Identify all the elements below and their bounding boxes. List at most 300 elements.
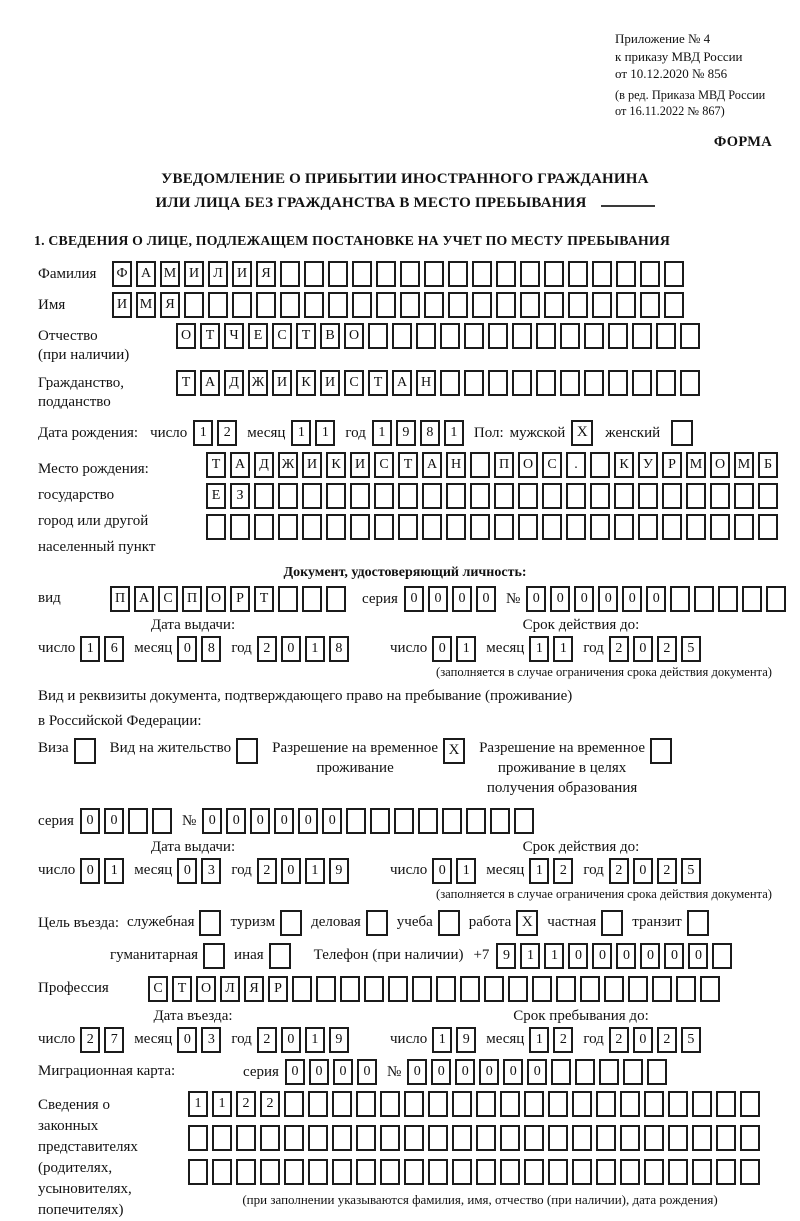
char-cell[interactable]: В — [320, 323, 340, 349]
char-cell[interactable] — [472, 292, 492, 318]
char-cell[interactable]: К — [326, 452, 346, 478]
char-cell[interactable] — [758, 514, 778, 540]
char-cell[interactable]: 2 — [80, 1027, 100, 1053]
char-cell[interactable] — [470, 514, 490, 540]
char-cell[interactable]: 2 — [217, 420, 237, 446]
char-cell[interactable] — [328, 261, 348, 287]
char-cell[interactable] — [476, 1125, 496, 1151]
char-cell[interactable] — [614, 514, 634, 540]
gumanitarnaya-checkbox[interactable] — [203, 943, 225, 969]
char-cell[interactable] — [686, 514, 706, 540]
char-cell[interactable] — [580, 976, 600, 1002]
char-cell[interactable] — [620, 1125, 640, 1151]
char-cell[interactable]: А — [392, 370, 412, 396]
char-cell[interactable] — [424, 292, 444, 318]
char-cell[interactable] — [500, 1091, 520, 1117]
char-cell[interactable] — [599, 1059, 619, 1085]
char-cell[interactable] — [680, 370, 700, 396]
char-cell[interactable] — [302, 586, 322, 612]
char-cell[interactable] — [548, 1091, 568, 1117]
char-cell[interactable] — [508, 976, 528, 1002]
char-cell[interactable]: М — [686, 452, 706, 478]
char-cell[interactable] — [500, 1125, 520, 1151]
char-cell[interactable]: 9 — [456, 1027, 476, 1053]
char-cell[interactable] — [652, 976, 672, 1002]
char-cell[interactable] — [590, 483, 610, 509]
char-cell[interactable] — [518, 514, 538, 540]
char-cell[interactable]: 0 — [202, 808, 222, 834]
char-cell[interactable] — [326, 586, 346, 612]
char-cell[interactable]: 1 — [188, 1091, 208, 1117]
char-cell[interactable] — [596, 1125, 616, 1151]
char-cell[interactable]: 0 — [622, 586, 642, 612]
char-cell[interactable] — [572, 1125, 592, 1151]
char-cell[interactable] — [446, 514, 466, 540]
char-cell[interactable]: 0 — [479, 1059, 499, 1085]
tranzit-checkbox[interactable] — [687, 910, 709, 936]
char-cell[interactable]: 1 — [444, 420, 464, 446]
char-cell[interactable]: С — [542, 452, 562, 478]
char-cell[interactable]: И — [350, 452, 370, 478]
char-cell[interactable] — [332, 1125, 352, 1151]
char-cell[interactable]: 0 — [633, 858, 653, 884]
char-cell[interactable] — [254, 514, 274, 540]
char-cell[interactable] — [620, 1091, 640, 1117]
char-cell[interactable] — [326, 483, 346, 509]
char-cell[interactable]: 0 — [285, 1059, 305, 1085]
char-cell[interactable] — [464, 370, 484, 396]
char-cell[interactable] — [656, 323, 676, 349]
char-cell[interactable] — [340, 976, 360, 1002]
char-cell[interactable] — [388, 976, 408, 1002]
char-cell[interactable] — [398, 483, 418, 509]
char-cell[interactable]: Е — [206, 483, 226, 509]
char-cell[interactable] — [364, 976, 384, 1002]
char-cell[interactable] — [442, 808, 462, 834]
char-cell[interactable]: 0 — [177, 858, 197, 884]
char-cell[interactable] — [640, 261, 660, 287]
char-cell[interactable] — [356, 1091, 376, 1117]
char-cell[interactable] — [668, 1091, 688, 1117]
char-cell[interactable]: Д — [254, 452, 274, 478]
char-cell[interactable]: Н — [416, 370, 436, 396]
char-cell[interactable] — [584, 370, 604, 396]
char-cell[interactable]: 0 — [503, 1059, 523, 1085]
char-cell[interactable] — [638, 483, 658, 509]
char-cell[interactable] — [236, 1125, 256, 1151]
char-cell[interactable]: 0 — [80, 858, 100, 884]
char-cell[interactable]: . — [566, 452, 586, 478]
char-cell[interactable] — [566, 514, 586, 540]
char-cell[interactable] — [664, 261, 684, 287]
char-cell[interactable]: Б — [758, 452, 778, 478]
char-cell[interactable]: О — [710, 452, 730, 478]
char-cell[interactable] — [128, 808, 148, 834]
char-cell[interactable] — [536, 323, 556, 349]
char-cell[interactable]: 2 — [257, 858, 277, 884]
char-cell[interactable] — [608, 323, 628, 349]
char-cell[interactable] — [584, 323, 604, 349]
char-cell[interactable] — [332, 1091, 352, 1117]
char-cell[interactable]: 2 — [257, 1027, 277, 1053]
char-cell[interactable] — [472, 261, 492, 287]
char-cell[interactable]: 2 — [657, 858, 677, 884]
char-cell[interactable] — [350, 483, 370, 509]
char-cell[interactable]: П — [110, 586, 130, 612]
char-cell[interactable] — [376, 261, 396, 287]
char-cell[interactable] — [568, 292, 588, 318]
char-cell[interactable] — [668, 1125, 688, 1151]
char-cell[interactable]: 8 — [420, 420, 440, 446]
char-cell[interactable]: 9 — [329, 858, 349, 884]
char-cell[interactable] — [448, 292, 468, 318]
char-cell[interactable] — [632, 370, 652, 396]
char-cell[interactable] — [692, 1091, 712, 1117]
char-cell[interactable]: 1 — [520, 943, 540, 969]
char-cell[interactable] — [232, 292, 252, 318]
char-cell[interactable]: М — [734, 452, 754, 478]
char-cell[interactable]: А — [134, 586, 154, 612]
char-cell[interactable] — [664, 292, 684, 318]
char-cell[interactable] — [350, 514, 370, 540]
char-cell[interactable]: А — [230, 452, 250, 478]
char-cell[interactable] — [380, 1091, 400, 1117]
delovaya-checkbox[interactable] — [366, 910, 388, 936]
char-cell[interactable] — [436, 976, 456, 1002]
char-cell[interactable] — [308, 1125, 328, 1151]
char-cell[interactable] — [632, 323, 652, 349]
char-cell[interactable]: 1 — [456, 858, 476, 884]
char-cell[interactable]: 2 — [657, 636, 677, 662]
char-cell[interactable]: 9 — [496, 943, 516, 969]
char-cell[interactable]: 2 — [609, 1027, 629, 1053]
char-cell[interactable]: 0 — [431, 1059, 451, 1085]
char-cell[interactable] — [254, 483, 274, 509]
char-cell[interactable] — [604, 976, 624, 1002]
char-cell[interactable] — [548, 1125, 568, 1151]
char-cell[interactable]: К — [614, 452, 634, 478]
char-cell[interactable] — [278, 483, 298, 509]
char-cell[interactable] — [284, 1091, 304, 1117]
sluzhebnaya-checkbox[interactable] — [199, 910, 221, 936]
char-cell[interactable] — [560, 370, 580, 396]
char-cell[interactable] — [572, 1091, 592, 1117]
char-cell[interactable] — [686, 483, 706, 509]
female-checkbox[interactable] — [671, 420, 693, 446]
char-cell[interactable] — [716, 1091, 736, 1117]
char-cell[interactable]: Т — [254, 586, 274, 612]
char-cell[interactable] — [590, 514, 610, 540]
char-cell[interactable]: 2 — [553, 858, 573, 884]
char-cell[interactable]: О — [518, 452, 538, 478]
char-cell[interactable] — [647, 1059, 667, 1085]
char-cell[interactable]: 5 — [681, 636, 701, 662]
char-cell[interactable] — [692, 1125, 712, 1151]
char-cell[interactable]: 0 — [664, 943, 684, 969]
char-cell[interactable] — [212, 1125, 232, 1151]
char-cell[interactable] — [638, 514, 658, 540]
char-cell[interactable] — [464, 323, 484, 349]
char-cell[interactable] — [556, 976, 576, 1002]
char-cell[interactable]: 0 — [452, 586, 472, 612]
char-cell[interactable] — [766, 586, 786, 612]
char-cell[interactable]: И — [320, 370, 340, 396]
char-cell[interactable]: 0 — [333, 1059, 353, 1085]
char-cell[interactable]: 0 — [527, 1059, 547, 1085]
char-cell[interactable] — [374, 514, 394, 540]
chastnaya-checkbox[interactable] — [601, 910, 623, 936]
char-cell[interactable]: 0 — [322, 808, 342, 834]
char-cell[interactable] — [592, 261, 612, 287]
char-cell[interactable] — [488, 370, 508, 396]
char-cell[interactable]: 0 — [226, 808, 246, 834]
char-cell[interactable] — [284, 1125, 304, 1151]
char-cell[interactable] — [532, 976, 552, 1002]
char-cell[interactable]: 1 — [372, 420, 392, 446]
char-cell[interactable] — [676, 976, 696, 1002]
char-cell[interactable] — [452, 1125, 472, 1151]
char-cell[interactable]: П — [494, 452, 514, 478]
char-cell[interactable]: Р — [230, 586, 250, 612]
char-cell[interactable]: Т — [206, 452, 226, 478]
char-cell[interactable]: 1 — [305, 636, 325, 662]
char-cell[interactable] — [734, 514, 754, 540]
char-cell[interactable] — [740, 1091, 760, 1117]
char-cell[interactable]: 2 — [553, 1027, 573, 1053]
char-cell[interactable]: 1 — [529, 1027, 549, 1053]
char-cell[interactable] — [524, 1091, 544, 1117]
char-cell[interactable]: 1 — [212, 1091, 232, 1117]
char-cell[interactable] — [470, 452, 490, 478]
char-cell[interactable] — [512, 323, 532, 349]
char-cell[interactable]: 0 — [281, 1027, 301, 1053]
char-cell[interactable]: Т — [172, 976, 192, 1002]
char-cell[interactable] — [718, 586, 738, 612]
char-cell[interactable]: 0 — [404, 586, 424, 612]
char-cell[interactable] — [316, 976, 336, 1002]
char-cell[interactable]: Я — [244, 976, 264, 1002]
char-cell[interactable] — [446, 483, 466, 509]
char-cell[interactable] — [256, 292, 276, 318]
char-cell[interactable]: Я — [160, 292, 180, 318]
char-cell[interactable]: П — [182, 586, 202, 612]
char-cell[interactable] — [280, 292, 300, 318]
char-cell[interactable]: 0 — [281, 636, 301, 662]
char-cell[interactable]: 3 — [201, 1027, 221, 1053]
char-cell[interactable]: 2 — [609, 636, 629, 662]
char-cell[interactable]: Ж — [248, 370, 268, 396]
char-cell[interactable]: 0 — [428, 586, 448, 612]
char-cell[interactable]: О — [196, 976, 216, 1002]
char-cell[interactable] — [278, 586, 298, 612]
char-cell[interactable]: И — [232, 261, 252, 287]
char-cell[interactable]: 0 — [476, 586, 496, 612]
char-cell[interactable] — [380, 1125, 400, 1151]
char-cell[interactable] — [490, 808, 510, 834]
char-cell[interactable] — [484, 976, 504, 1002]
char-cell[interactable] — [398, 514, 418, 540]
char-cell[interactable]: 0 — [633, 1027, 653, 1053]
char-cell[interactable]: А — [136, 261, 156, 287]
char-cell[interactable]: 7 — [104, 1027, 124, 1053]
char-cell[interactable] — [680, 323, 700, 349]
char-cell[interactable] — [400, 292, 420, 318]
char-cell[interactable]: Т — [398, 452, 418, 478]
char-cell[interactable]: 2 — [609, 858, 629, 884]
char-cell[interactable] — [304, 261, 324, 287]
char-cell[interactable]: С — [272, 323, 292, 349]
char-cell[interactable]: 0 — [432, 636, 452, 662]
char-cell[interactable] — [466, 808, 486, 834]
char-cell[interactable]: 1 — [291, 420, 311, 446]
visa-checkbox[interactable] — [74, 738, 96, 764]
char-cell[interactable]: Н — [446, 452, 466, 478]
char-cell[interactable] — [370, 808, 390, 834]
char-cell[interactable] — [374, 483, 394, 509]
char-cell[interactable]: Д — [224, 370, 244, 396]
char-cell[interactable]: А — [200, 370, 220, 396]
char-cell[interactable] — [356, 1125, 376, 1151]
char-cell[interactable] — [710, 514, 730, 540]
char-cell[interactable]: 0 — [633, 636, 653, 662]
char-cell[interactable]: М — [160, 261, 180, 287]
char-cell[interactable]: 1 — [193, 420, 213, 446]
char-cell[interactable] — [440, 323, 460, 349]
char-cell[interactable] — [758, 483, 778, 509]
char-cell[interactable]: С — [148, 976, 168, 1002]
char-cell[interactable]: 0 — [574, 586, 594, 612]
char-cell[interactable]: А — [422, 452, 442, 478]
char-cell[interactable]: З — [230, 483, 250, 509]
char-cell[interactable] — [640, 292, 660, 318]
char-cell[interactable] — [308, 1091, 328, 1117]
char-cell[interactable]: 0 — [177, 1027, 197, 1053]
char-cell[interactable] — [230, 514, 250, 540]
char-cell[interactable]: 1 — [80, 636, 100, 662]
char-cell[interactable] — [470, 483, 490, 509]
char-cell[interactable] — [476, 1091, 496, 1117]
char-cell[interactable] — [694, 586, 714, 612]
char-cell[interactable]: 0 — [274, 808, 294, 834]
char-cell[interactable]: 2 — [260, 1091, 280, 1117]
char-cell[interactable]: 0 — [640, 943, 660, 969]
char-cell[interactable]: 0 — [407, 1059, 427, 1085]
char-cell[interactable] — [742, 586, 762, 612]
char-cell[interactable]: У — [638, 452, 658, 478]
char-cell[interactable]: О — [344, 323, 364, 349]
char-cell[interactable] — [544, 292, 564, 318]
male-checkbox[interactable]: X — [571, 420, 593, 446]
char-cell[interactable]: 2 — [257, 636, 277, 662]
char-cell[interactable]: Т — [368, 370, 388, 396]
char-cell[interactable]: 0 — [688, 943, 708, 969]
char-cell[interactable] — [710, 483, 730, 509]
char-cell[interactable] — [566, 483, 586, 509]
char-cell[interactable] — [412, 976, 432, 1002]
char-cell[interactable] — [184, 292, 204, 318]
char-cell[interactable] — [560, 323, 580, 349]
char-cell[interactable] — [662, 514, 682, 540]
char-cell[interactable] — [428, 1125, 448, 1151]
char-cell[interactable] — [302, 483, 322, 509]
char-cell[interactable] — [644, 1125, 664, 1151]
char-cell[interactable] — [740, 1125, 760, 1151]
char-cell[interactable] — [400, 261, 420, 287]
char-cell[interactable] — [404, 1091, 424, 1117]
char-cell[interactable] — [206, 514, 226, 540]
char-cell[interactable] — [368, 323, 388, 349]
char-cell[interactable]: Ж — [278, 452, 298, 478]
char-cell[interactable] — [734, 483, 754, 509]
char-cell[interactable]: Ф — [112, 261, 132, 287]
char-cell[interactable] — [700, 976, 720, 1002]
char-cell[interactable]: И — [112, 292, 132, 318]
char-cell[interactable]: С — [158, 586, 178, 612]
char-cell[interactable]: Т — [176, 370, 196, 396]
char-cell[interactable] — [460, 976, 480, 1002]
char-cell[interactable]: 1 — [553, 636, 573, 662]
char-cell[interactable] — [376, 292, 396, 318]
char-cell[interactable]: 1 — [315, 420, 335, 446]
char-cell[interactable]: Ч — [224, 323, 244, 349]
char-cell[interactable]: 0 — [281, 858, 301, 884]
char-cell[interactable] — [520, 292, 540, 318]
char-cell[interactable] — [448, 261, 468, 287]
char-cell[interactable] — [628, 976, 648, 1002]
char-cell[interactable]: И — [184, 261, 204, 287]
char-cell[interactable]: 2 — [236, 1091, 256, 1117]
turizm-checkbox[interactable] — [280, 910, 302, 936]
char-cell[interactable] — [346, 808, 366, 834]
char-cell[interactable]: 5 — [681, 1027, 701, 1053]
char-cell[interactable] — [494, 514, 514, 540]
char-cell[interactable] — [656, 370, 676, 396]
char-cell[interactable] — [422, 514, 442, 540]
char-cell[interactable]: 1 — [456, 636, 476, 662]
char-cell[interactable] — [392, 323, 412, 349]
char-cell[interactable] — [208, 292, 228, 318]
char-cell[interactable]: 0 — [80, 808, 100, 834]
char-cell[interactable]: 0 — [309, 1059, 329, 1085]
char-cell[interactable]: 0 — [598, 586, 618, 612]
char-cell[interactable] — [536, 370, 556, 396]
char-cell[interactable]: 2 — [657, 1027, 677, 1053]
char-cell[interactable]: 0 — [550, 586, 570, 612]
char-cell[interactable]: Т — [200, 323, 220, 349]
char-cell[interactable]: 0 — [104, 808, 124, 834]
char-cell[interactable] — [302, 514, 322, 540]
char-cell[interactable] — [260, 1125, 280, 1151]
rabota-checkbox[interactable]: X — [516, 910, 538, 936]
char-cell[interactable] — [292, 976, 312, 1002]
char-cell[interactable]: 5 — [681, 858, 701, 884]
char-cell[interactable]: 1 — [529, 636, 549, 662]
char-cell[interactable] — [352, 261, 372, 287]
char-cell[interactable] — [404, 1125, 424, 1151]
razreshenie-prozhivanie-obrazovanie-checkbox[interactable] — [650, 738, 672, 764]
char-cell[interactable] — [520, 261, 540, 287]
char-cell[interactable] — [616, 261, 636, 287]
char-cell[interactable]: 0 — [526, 586, 546, 612]
char-cell[interactable]: 0 — [616, 943, 636, 969]
char-cell[interactable]: 0 — [646, 586, 666, 612]
ucheba-checkbox[interactable] — [438, 910, 460, 936]
char-cell[interactable]: 0 — [177, 636, 197, 662]
char-cell[interactable]: Я — [256, 261, 276, 287]
char-cell[interactable] — [278, 514, 298, 540]
char-cell[interactable]: 1 — [529, 858, 549, 884]
char-cell[interactable] — [418, 808, 438, 834]
